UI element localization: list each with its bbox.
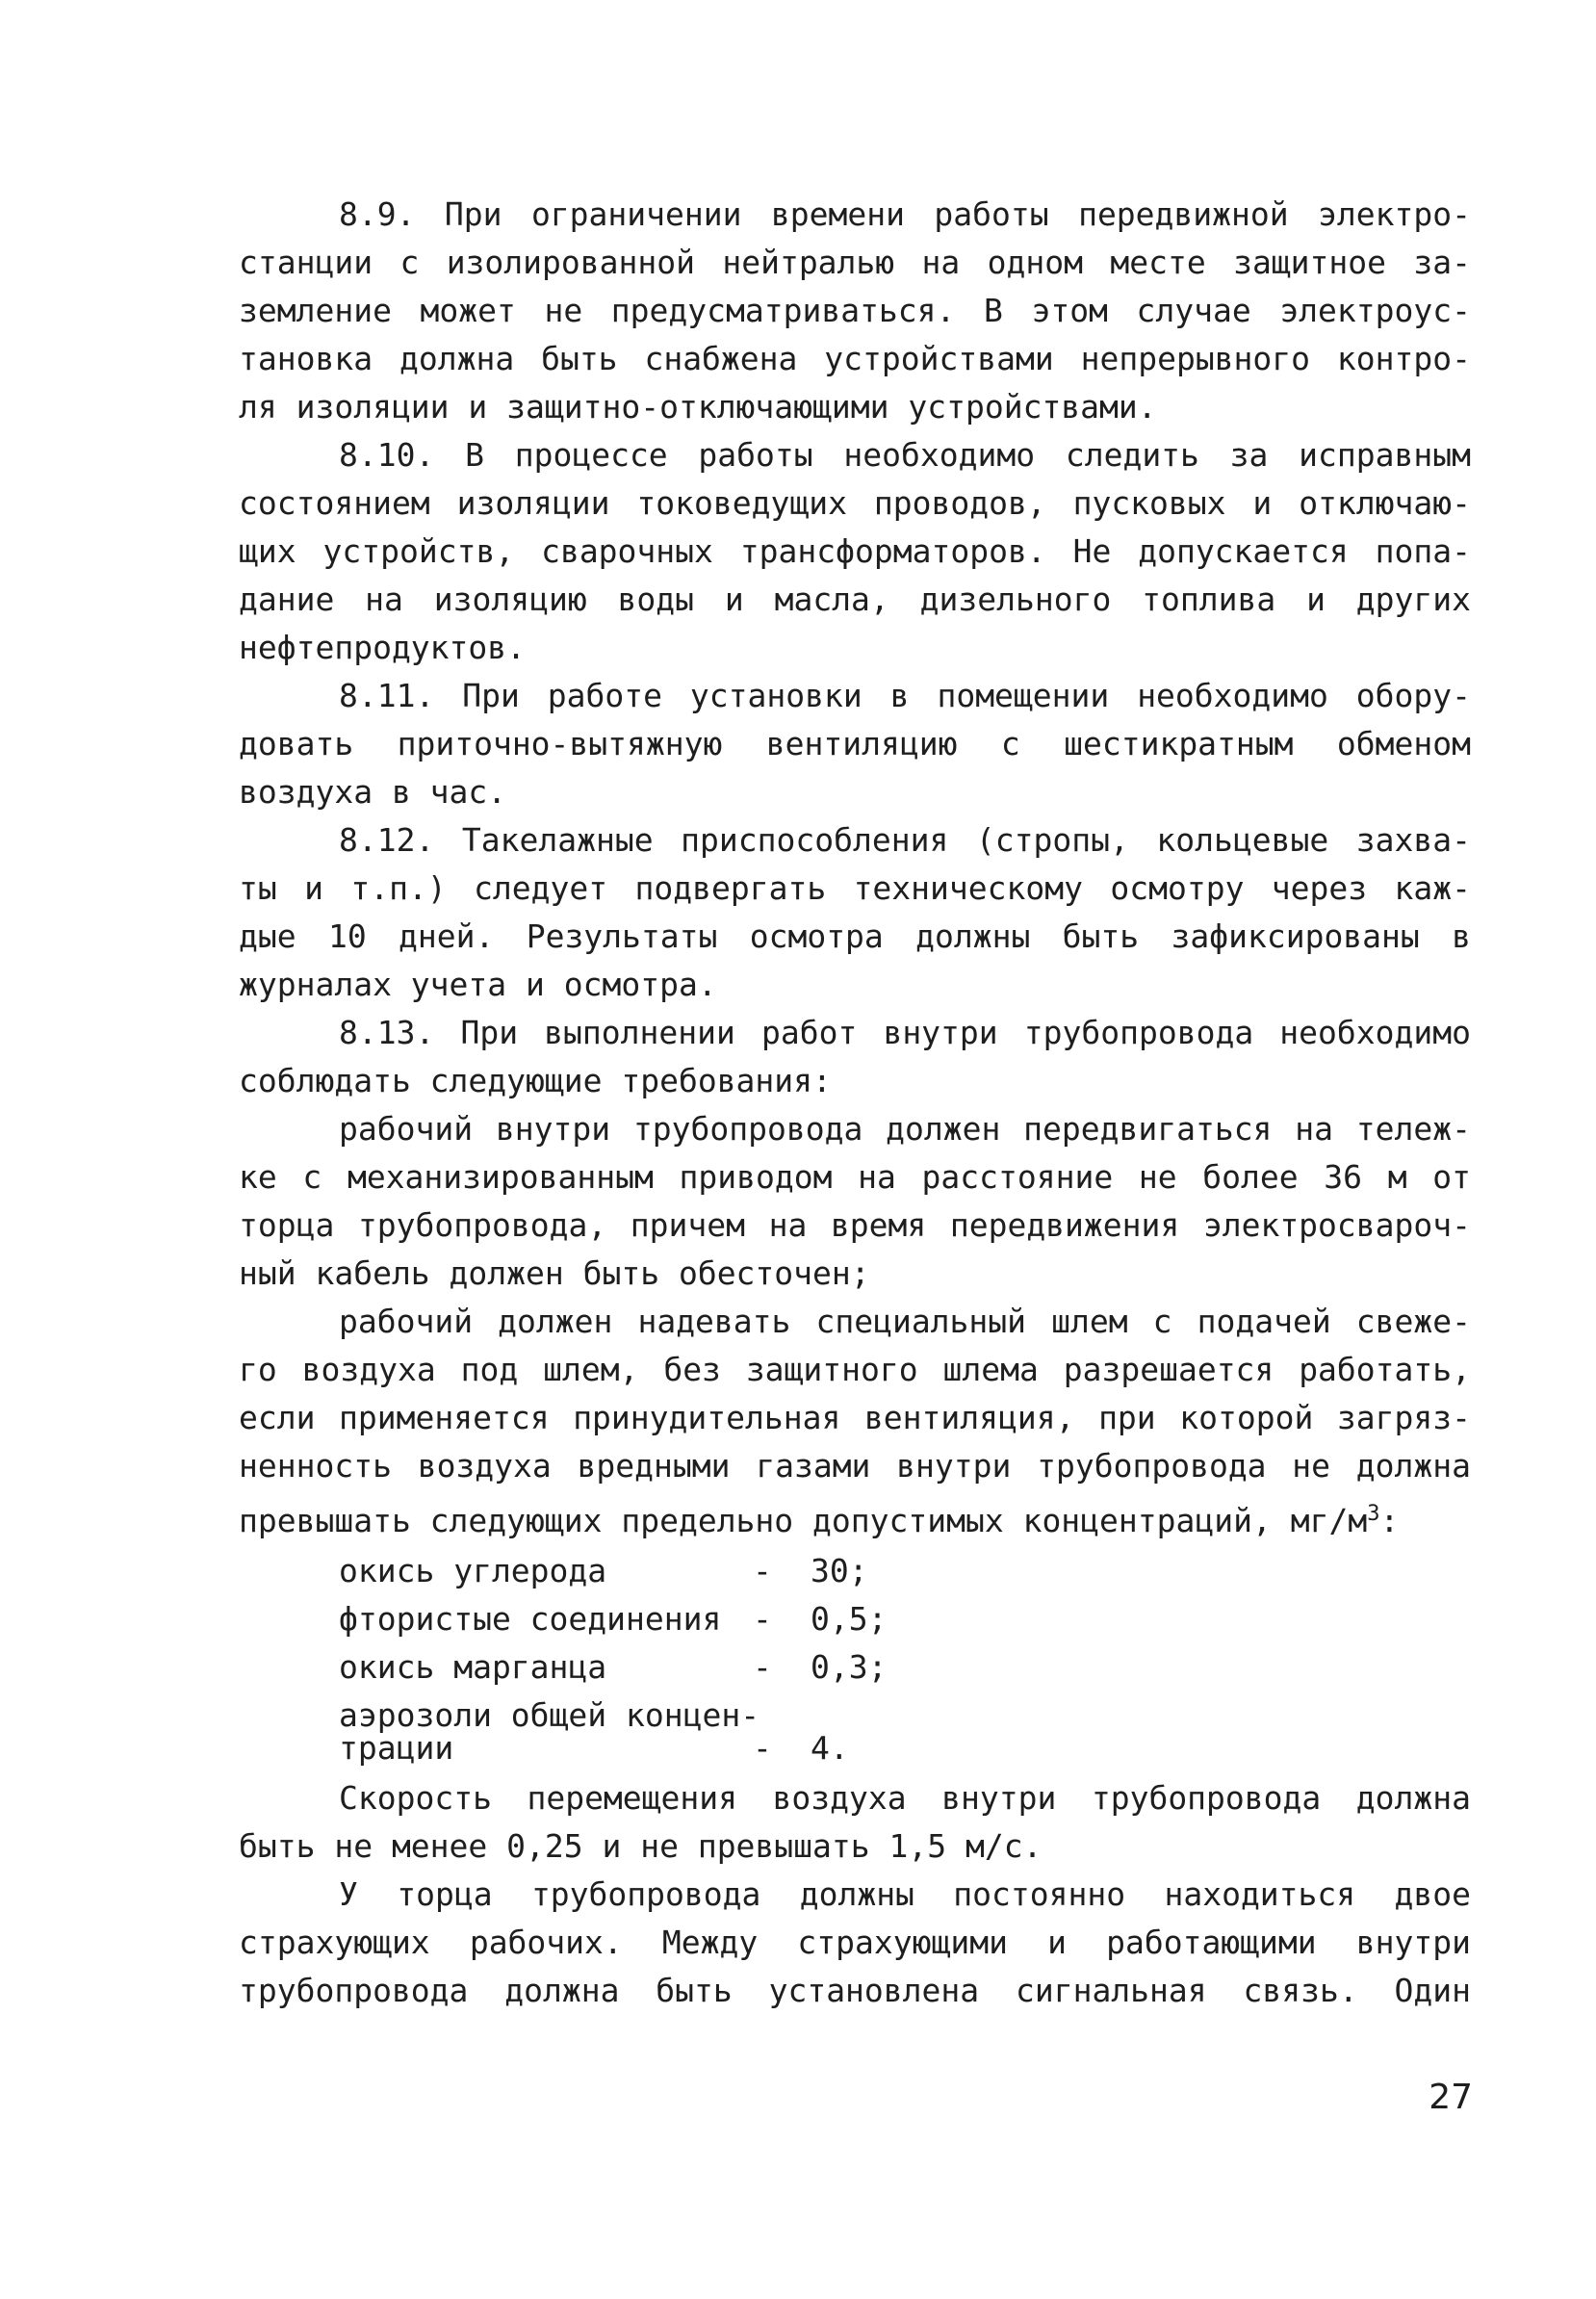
- dash: -: [753, 1729, 772, 1767]
- text-line: состоянием изоляции токоведущих проводов, пусковых и отключаю-: [239, 484, 1471, 522]
- concentration-list: [339, 1547, 1471, 1765]
- concentration-value: 0,5;: [811, 1600, 888, 1638]
- text-line: трубопровода должна быть установлена сигнальная связь. Один: [239, 1972, 1471, 2009]
- text-line: соблюдать следующие требования:: [239, 1062, 832, 1099]
- text-line: ке с механизированным приводом на расстояние не более 36 м от: [239, 1158, 1471, 1196]
- text-line: [239, 1490, 1471, 1545]
- concentration-value: 30;: [811, 1552, 868, 1589]
- text-line: У торца трубопровода должны постоянно находиться двое: [339, 1875, 1471, 1913]
- text-line: станции с изолированной нейтралью на одном месте защитное за-: [239, 244, 1471, 281]
- dash: -: [753, 1600, 772, 1638]
- text-line: журналах учета и осмотра.: [239, 966, 717, 1003]
- list-item: [339, 1547, 1471, 1595]
- requirement-helmet: [239, 1298, 1471, 1545]
- text-line: тановка должна быть снабжена устройствами непрерывного контро-: [239, 340, 1471, 377]
- text-line: земление может не предусматриваться. В этом случае электроус-: [239, 292, 1471, 329]
- text-line: рабочий внутри трубопровода должен передвигаться на тележ-: [339, 1110, 1471, 1148]
- text-line: ля изоляции и защитно-отключающими устройствами.: [239, 388, 1157, 426]
- text-line: ненность воздуха вредными газами внутри трубопровода не должна: [239, 1447, 1471, 1485]
- substance-name: фтористые соединения: [339, 1600, 722, 1638]
- text-line: страхующих рабочих. Между страхующими и работающими внутри: [239, 1924, 1471, 1961]
- section-8-11: [239, 672, 1471, 816]
- section-8-9: [239, 191, 1471, 431]
- text-line: 8.9. При ограничении времени работы передвижной электро-: [339, 195, 1471, 233]
- substance-name-line: трации: [339, 1729, 454, 1767]
- air-speed-paragraph: [239, 1774, 1471, 1871]
- section-8-10: [239, 431, 1471, 672]
- text-line: быть не менее 0,25 и не превышать 1,5 м/с.: [239, 1827, 1043, 1865]
- concentration-value: 0,3;: [811, 1648, 888, 1686]
- list-item: [339, 1696, 1471, 1767]
- text-line: дые 10 дней. Результаты осмотра должны быть зафиксированы в: [239, 917, 1471, 955]
- page-content: [239, 191, 1471, 2015]
- text-line: воздуха в час.: [239, 773, 507, 811]
- text-line: ты и т.п.) следует подвергать техническому осмотру через каж-: [239, 869, 1471, 907]
- requirement-trolley: [239, 1105, 1471, 1298]
- substance-name: [339, 1696, 760, 1767]
- substance-name: окись углерода: [339, 1552, 607, 1589]
- page-number: 27: [1429, 2078, 1473, 2117]
- text-line: довать приточно-вытяжную вентиляцию с шестикратным обменом: [239, 725, 1471, 762]
- text-line: 8.10. В процессе работы необходимо следить за исправным: [339, 436, 1471, 474]
- text-line: если применяется принудительная вентиляция, при которой загряз-: [239, 1399, 1471, 1436]
- text-line: щих устройств, сварочных трансформаторов. Не допускается попа-: [239, 532, 1471, 570]
- section-8-13: [239, 1009, 1471, 1105]
- text-line: нефтепродуктов.: [239, 629, 527, 666]
- text-line: Скорость перемещения воздуха внутри трубопровода должна: [339, 1779, 1471, 1817]
- text-line: рабочий должен надевать специальный шлем с подачей свеже-: [339, 1303, 1471, 1340]
- text-fragment: :: [1379, 1502, 1400, 1539]
- safety-workers-paragraph: [239, 1871, 1471, 2015]
- list-item: [339, 1643, 1471, 1692]
- substance-name: окись марганца: [339, 1648, 607, 1686]
- text-line: торца трубопровода, причем на время передвижения электросвароч-: [239, 1206, 1471, 1244]
- substance-name-line: аэрозоли общей концен-: [339, 1696, 760, 1734]
- text-line: ный кабель должен быть обесточен;: [239, 1254, 870, 1292]
- dash: -: [753, 1552, 772, 1589]
- text-line: дание на изоляцию воды и масла, дизельного топлива и других: [239, 581, 1471, 618]
- text-line: го воздуха под шлем, без защитного шлема разрешается работать,: [239, 1351, 1471, 1388]
- superscript: 3: [1367, 1502, 1380, 1526]
- text-line: 8.13. При выполнении работ внутри трубопровода необходимо: [339, 1014, 1471, 1051]
- dash: -: [753, 1648, 772, 1686]
- text-line: 8.12. Такелажные приспособления (стропы, кольцевые захва-: [339, 821, 1471, 859]
- section-8-12: [239, 816, 1471, 1009]
- text-fragment: превышать следующих предельно допустимых концентраций, мг/м: [239, 1502, 1368, 1539]
- list-item: [339, 1595, 1471, 1643]
- concentration-value: 4.: [811, 1729, 849, 1767]
- text-line: 8.11. При работе установки в помещении необходимо обору-: [339, 677, 1471, 714]
